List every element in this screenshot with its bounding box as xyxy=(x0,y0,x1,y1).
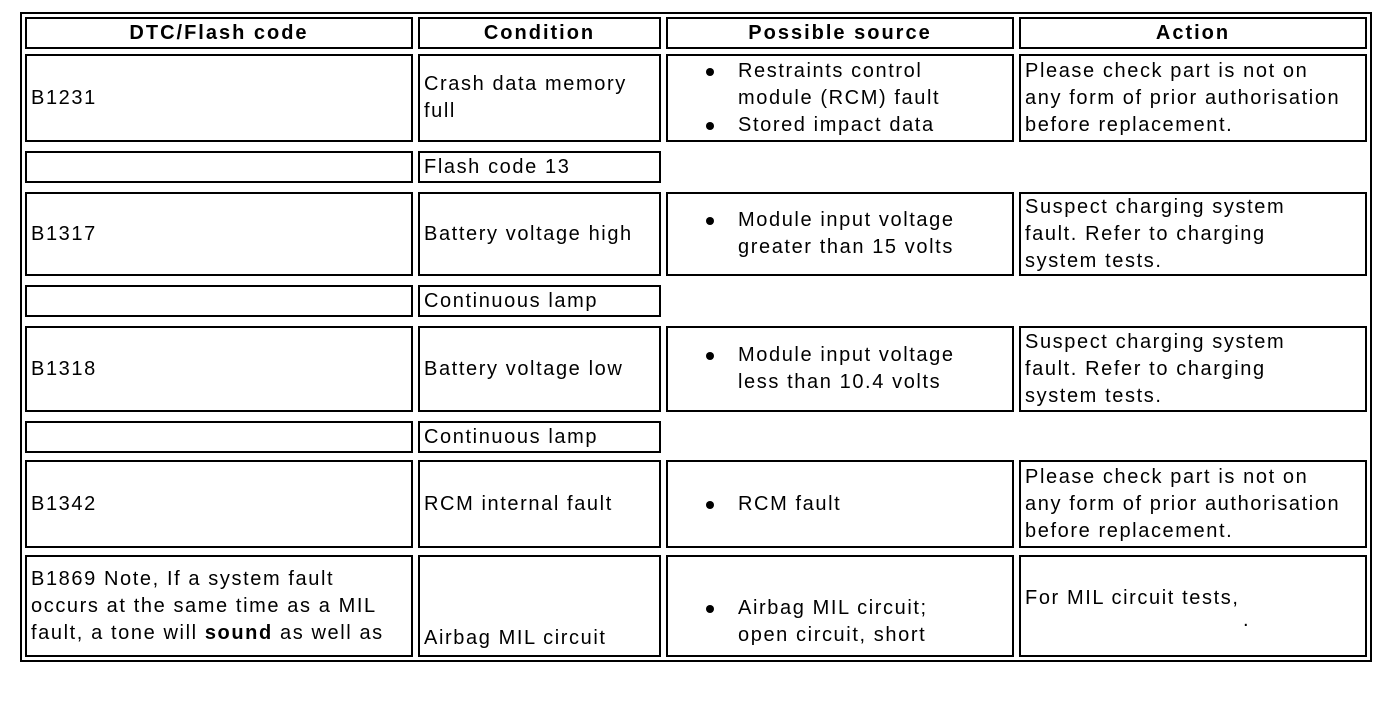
text-line: Crash data memory xyxy=(424,73,627,95)
text-line: Battery voltage low xyxy=(424,357,624,380)
dtc-cell xyxy=(25,555,413,657)
text-line: Flash code 13 xyxy=(424,155,571,178)
text-line: any form of prior authorisation xyxy=(1025,492,1341,515)
dtc-cell-empty xyxy=(25,151,413,183)
header-dtc-flash-code xyxy=(25,17,413,49)
bullet-icon xyxy=(706,352,714,360)
table-row-b1231 xyxy=(25,54,1367,142)
table-header-row xyxy=(25,17,1367,49)
source-cell xyxy=(666,460,1014,548)
condition-cell xyxy=(418,326,661,412)
source-cell xyxy=(666,192,1014,276)
text-line: For MIL circuit tests, xyxy=(1025,586,1240,609)
table-row-b1317 xyxy=(25,192,1367,276)
dtc-cell xyxy=(25,54,413,142)
text-line: open circuit, short xyxy=(738,624,927,646)
text-line: full xyxy=(424,100,456,122)
bullet-icon xyxy=(706,68,714,76)
dtc-cell xyxy=(25,326,413,412)
header-label: DTC/Flash code xyxy=(129,21,309,44)
text-line: RCM fault xyxy=(738,492,842,515)
dtc-code: B1317 xyxy=(31,222,97,245)
dtc-fault-code-table xyxy=(20,12,1372,662)
text-line: system tests. xyxy=(1025,249,1163,272)
table-row-continuous-lamp xyxy=(25,421,1367,453)
dtc-code: B1318 xyxy=(31,357,97,380)
text-line: Restraints control xyxy=(738,59,923,82)
condition-cell xyxy=(418,421,661,453)
list-item xyxy=(706,58,940,112)
bullet-icon xyxy=(706,501,714,509)
text-line: Please check part is not on xyxy=(1025,59,1309,82)
text-line: system tests. xyxy=(1025,384,1163,407)
text-line: module (RCM) fault xyxy=(738,86,941,109)
condition-cell xyxy=(418,555,661,657)
text-line: Suspect charging system xyxy=(1025,195,1286,218)
source-cell xyxy=(666,326,1014,412)
text-line: fault. Refer to charging xyxy=(1025,222,1266,245)
text-line: Airbag MIL circuit xyxy=(424,627,607,649)
dtc-cell-empty xyxy=(25,421,413,453)
text-line: before replacement. xyxy=(1025,113,1234,136)
source-cell xyxy=(666,555,1014,657)
bullet-icon xyxy=(706,605,714,613)
text-line xyxy=(31,620,384,647)
table-row-flash-code xyxy=(25,151,1367,183)
list-item xyxy=(706,342,955,396)
text-line: RCM internal fault xyxy=(424,492,613,515)
header-label: Action xyxy=(1155,21,1231,44)
dtc-cell xyxy=(25,460,413,548)
list-item xyxy=(706,491,841,518)
text-line: fault. Refer to charging xyxy=(1025,357,1266,380)
text-line: Suspect charging system xyxy=(1025,330,1286,353)
bold-text-segment: sound xyxy=(204,621,273,644)
text-segment: fault, a tone will xyxy=(31,621,205,644)
text-line: any form of prior authorisation xyxy=(1025,86,1341,109)
table-row-b1318 xyxy=(25,326,1367,412)
header-condition xyxy=(418,17,661,49)
list-item xyxy=(706,595,928,649)
text-line: less than 10.4 volts xyxy=(738,371,942,393)
text-line: Module input voltage xyxy=(738,209,955,231)
text-line: greater than 15 volts xyxy=(738,236,954,258)
source-cell xyxy=(666,54,1014,142)
header-label: Possible source xyxy=(748,21,932,44)
condition-cell xyxy=(418,54,661,142)
dtc-cell xyxy=(25,192,413,276)
table-row-b1342 xyxy=(25,460,1367,548)
list-item xyxy=(706,207,955,261)
text-line: Continuous lamp xyxy=(424,425,599,448)
text-line: Please check part is not on xyxy=(1025,465,1309,488)
dtc-code: B1342 xyxy=(31,492,97,515)
table-row-b1869 xyxy=(25,555,1367,657)
action-cell xyxy=(1019,326,1367,412)
text-line: B1869 Note, If a system fault xyxy=(31,567,335,590)
text-line: before replacement. xyxy=(1025,519,1234,542)
text-line: Module input voltage xyxy=(738,344,955,366)
table-row-continuous-lamp xyxy=(25,285,1367,317)
action-cell xyxy=(1019,555,1367,657)
text-line: Continuous lamp xyxy=(424,289,599,312)
stray-dot-artifact: . xyxy=(1243,608,1251,631)
condition-cell xyxy=(418,460,661,548)
text-line: Stored impact data xyxy=(738,113,935,136)
text-segment: as well as xyxy=(272,621,384,644)
header-label: Condition xyxy=(483,21,596,44)
bullet-icon xyxy=(706,217,714,225)
list-item xyxy=(706,112,940,139)
action-cell xyxy=(1019,192,1367,276)
action-cell xyxy=(1019,460,1367,548)
text-line: Battery voltage high xyxy=(424,222,633,245)
condition-cell xyxy=(418,192,661,276)
text-line: occurs at the same time as a MIL xyxy=(31,594,377,617)
header-action xyxy=(1019,17,1367,49)
action-cell xyxy=(1019,54,1367,142)
dtc-code: B1231 xyxy=(31,86,97,109)
text-line: Airbag MIL circuit; xyxy=(738,597,928,619)
condition-cell xyxy=(418,285,661,317)
header-possible-source xyxy=(666,17,1014,49)
condition-cell xyxy=(418,151,661,183)
dtc-cell-empty xyxy=(25,285,413,317)
bullet-icon xyxy=(706,122,714,130)
